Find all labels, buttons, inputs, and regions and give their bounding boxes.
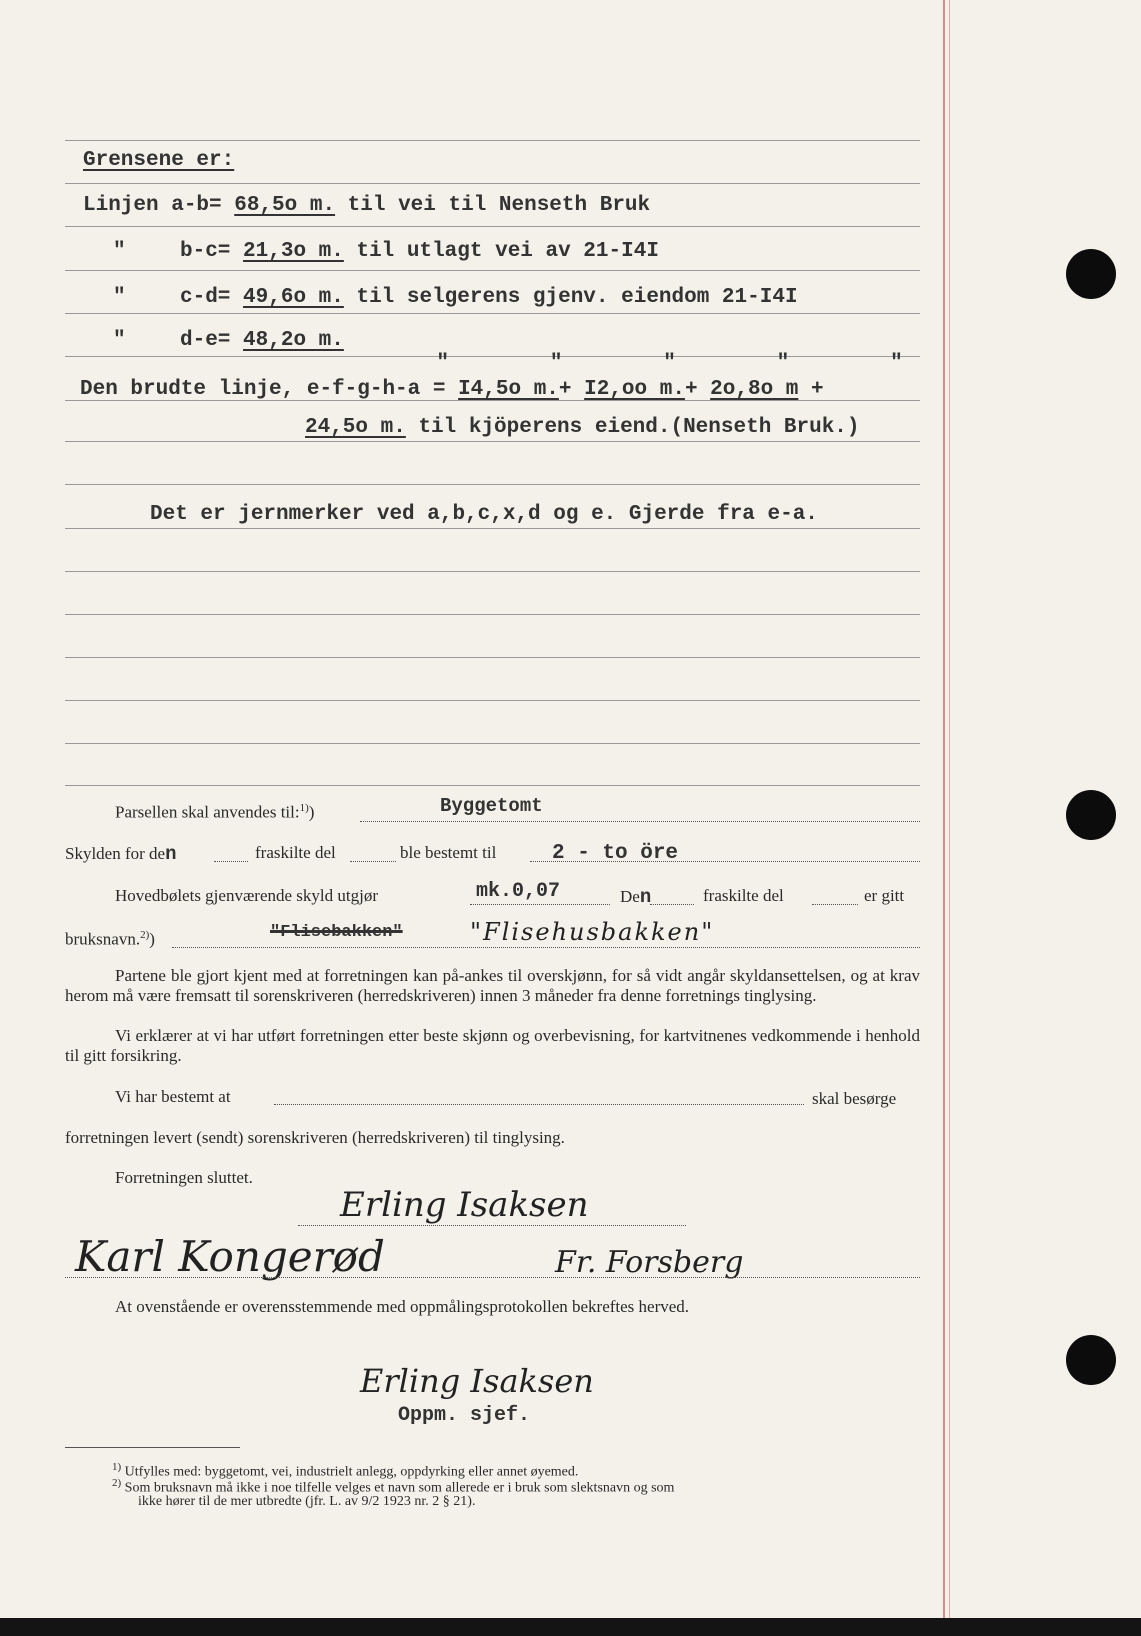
boundary-line-de: " <box>113 329 126 352</box>
ruled-line <box>65 441 920 442</box>
footnote-2: $^{2)}$ Som bruksnavn må ikke i noe tilfelle velges et navn som allerede er i bruk som slektsnavn og som <box>112 1477 675 1496</box>
boundary-line-bc: b-c= 21,3o m. til utlagt vei av 21-I4I <box>180 240 659 263</box>
ruled-line <box>65 657 920 658</box>
binder-hole <box>1066 790 1116 840</box>
ruled-line <box>65 226 920 227</box>
usage-label: Parsellen skal anvendes til:$^{1)}$) <box>115 802 315 822</box>
boundary-line-de-ditto: " " " " " <box>436 352 903 375</box>
ruled-line <box>65 743 920 744</box>
ruled-line <box>65 785 920 786</box>
signature-isaksen: Erling Isaksen <box>340 1185 589 1225</box>
ruled-line <box>65 313 920 314</box>
main-label: Hovedbølets gjenværende skyld utgjør <box>115 886 378 905</box>
boundary-line-cd: c-d= 49,6o m. til selgerens gjenv. eiendom 21-I4I <box>180 286 798 309</box>
boundary-line-bc: " <box>113 240 126 263</box>
tax-dots <box>214 860 248 862</box>
main-label-c: fraskilte del <box>703 886 784 905</box>
main-label-d: er gitt <box>864 886 905 905</box>
tax-dots <box>350 860 396 862</box>
markers-line: Det er jernmerker ved a,b,c,x,d og e. Gjerde fra e-a. <box>150 503 818 526</box>
binder-hole <box>1066 249 1116 299</box>
usage-value: Byggetomt <box>440 795 543 817</box>
footnote-1: $^{1)}$ Utfylles med: byggetomt, vei, industrielt anlegg, oppdyrking eller annet øyemed. <box>112 1461 579 1480</box>
signature-isaksen-2: Erling Isaksen <box>360 1362 594 1400</box>
confirm-line: At ovenstående er overensstemmende med oppmålingsprotokollen bekreftes herved. <box>115 1297 690 1316</box>
ruled-line <box>65 183 920 184</box>
name-label: bruksnavn.$^{2)}$) <box>65 929 155 949</box>
ruled-line <box>65 614 920 615</box>
ruled-line <box>65 140 920 141</box>
declaration-paragraph: Vi erklærer at vi har utført forretningen etter beste skjønn og overbevisning, for kartvitnenes vedkommende i henhold til gitt forsikring. <box>65 1026 920 1065</box>
scan-edge <box>0 1618 1141 1636</box>
margin-line <box>949 0 950 1618</box>
usage-dots <box>360 820 920 822</box>
footnote-2-cont: ikke hører til de mer utbredte (jfr. L. av 9/2 1923 nr. 2 § 21). <box>138 1494 476 1509</box>
ruled-line <box>65 484 920 485</box>
ruled-line <box>65 528 920 529</box>
decided-dots <box>274 1103 804 1105</box>
name-value: "Flisehusbakken" <box>470 918 715 946</box>
main-value: mk.0,07 <box>476 880 561 903</box>
signature-forsberg: Fr. Forsberg <box>555 1245 744 1280</box>
closed-line: Forretningen sluttet. <box>115 1168 253 1187</box>
signature-dots <box>298 1224 686 1226</box>
main-dots <box>812 903 858 905</box>
tax-label-a: Skylden for den <box>65 843 177 865</box>
ruled-line <box>65 571 920 572</box>
signature-kongerod: Karl Kongerød <box>75 1232 385 1281</box>
title-oppm-sjef: Oppm. sjef. <box>398 1404 531 1427</box>
decided-label: Vi har bestemt at <box>115 1087 231 1106</box>
boundaries-heading: Grensene er: <box>83 149 235 172</box>
boundary-line-de: d-e= 48,2o m. <box>180 329 344 352</box>
boundary-line-cd: " <box>113 286 126 309</box>
signature-dots <box>65 1276 920 1278</box>
broken-line-cont: 24,5o m. til kjöperens eiend.(Nenseth Bruk.) <box>305 416 860 439</box>
main-label-b: Den <box>620 886 652 908</box>
tax-label-b: fraskilte del <box>255 843 336 862</box>
broken-line: Den brudte linje, e-f-g-h-a = I4,5o m.+ I2,oo m.+ 2o,8o m + <box>80 378 824 401</box>
boundary-line-ab: Linjen a-b= 68,5o m. til vei til Nenseth Bruk <box>83 194 651 217</box>
tax-label-c: ble bestemt til <box>400 843 497 862</box>
ruled-line <box>65 270 920 271</box>
tax-value: 2 - to öre <box>552 842 679 865</box>
binder-hole <box>1066 1335 1116 1385</box>
margin-line <box>943 0 945 1618</box>
name-dots <box>172 946 920 948</box>
appeal-paragraph: Partene ble gjort kjent med at forretningen kan på-ankes til overskjønn, for så vidt angår skyldansettelsen, og at krav herom må være fremsatt til sorenskriveren (herredskriveren) innen 3 måneder fra denne forretnings tinglysing. <box>65 966 920 1005</box>
footnote-rule <box>65 1447 240 1448</box>
delivered-line: forretningen levert (sendt) sorenskriveren (herredskriveren) til tinglysing. <box>65 1128 565 1147</box>
ruled-line <box>65 700 920 701</box>
main-dots <box>470 903 610 905</box>
decided-tail: skal besørge <box>812 1089 897 1108</box>
main-dots <box>650 903 694 905</box>
name-struck: "Flisebakken" <box>270 923 403 942</box>
